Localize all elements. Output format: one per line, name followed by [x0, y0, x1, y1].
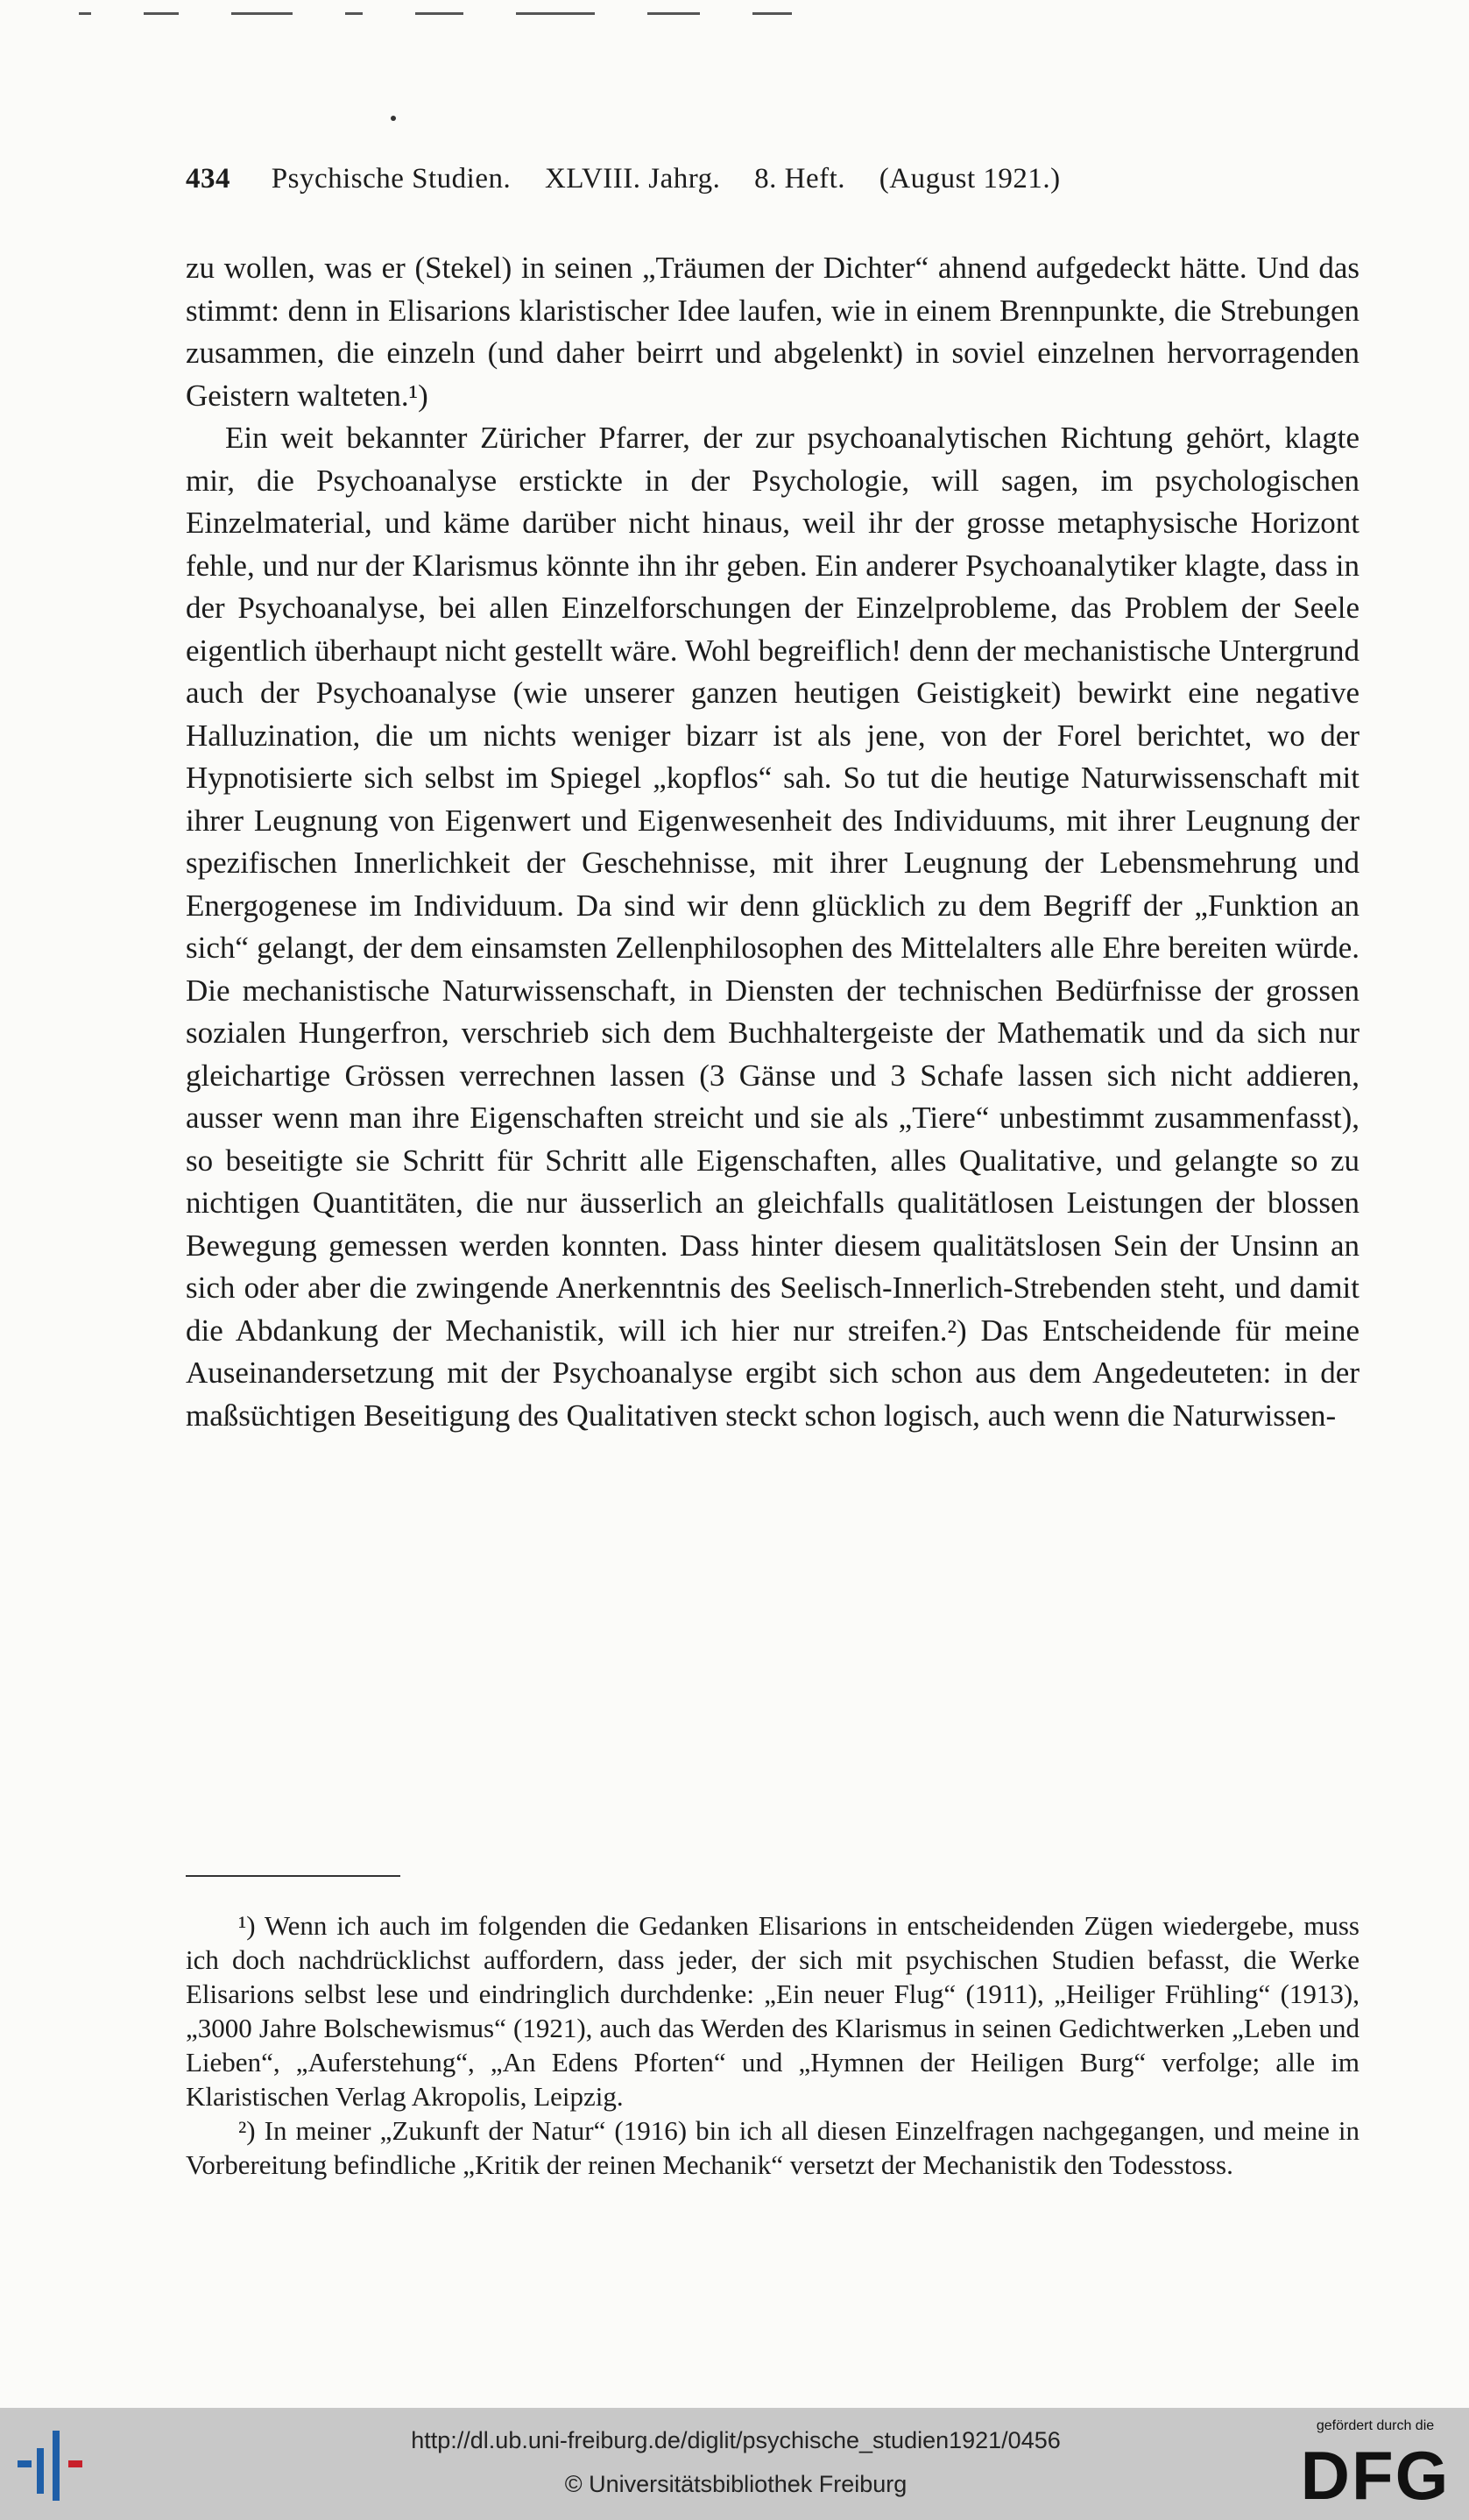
footnote: ²) In meiner „Zukunft der Natur“ (1916) bin ich all diesen Einzelfragen nachgegangen, und meine in Vorbereitung befindliche „Kritik der reinen Mechanik“ versetzt der Mechanistik den Todesstoss. [186, 2115, 1360, 2180]
footnote: ¹) Wenn ich auch im folgenden die Gedanken Elisarions in entscheidenden Zügen wiedergebe, muss ich doch nachdrücklichst auffordern, dass jeder, der sich mit psychischen Studien befasst, die Werke Elisarions selbst lese und eindringlich durchdenke: „Ein neuer Flug“ (1911), „Heiliger Frühling“ (1913), „3000 Jahre Bolschewismus“ (1921), auch das Werden des Klarismus in seinen Gedichtwerken „Leben und Lieben“, „Auferstehung“, „An Edens Pforten“ und „Hymnen der Heiligen Burg“ verfolge; alle im Klaristischen Verlag Akropolis, Leipzig. [186, 1910, 1360, 2112]
viewer-footer [0, 2408, 1469, 2520]
funding-caption: gefördert durch die [1316, 2418, 1435, 2433]
page-number: 434 [186, 163, 230, 195]
bleed-through-marks [79, 5, 1358, 18]
copyright-notice: © Universitätsbibliothek Freiburg [564, 2471, 908, 2497]
volume: XLVIII. Jahrg. [544, 163, 721, 195]
paragraph: zu wollen, was er (Stekel) in seinen „Träumen der Dichter“ ahnend aufgedeckt hätte. Und das stimmt: denn in Elisarions klaristischer Idee laufen, wie in einem Brennpunkte, die Strebungen zusammen, die einzeln (und daher beirrt und abgelenkt) in soviel einzelnen hervorragenden Geistern walteten.¹) [186, 251, 1360, 413]
body-text [186, 247, 1360, 1437]
issue-date: (August 1921.) [879, 163, 1061, 195]
ink-speck [391, 116, 396, 121]
dfg-logo[interactable]: DFG [1300, 2437, 1451, 2514]
document-url[interactable]: http://dl.ub.uni-freiburg.de/diglit/psychische_studien1921/0456 [411, 2427, 1061, 2453]
journal-title: Psychische Studien. [271, 163, 512, 195]
footnote-rule [186, 1875, 400, 1877]
issue: 8. Heft. [754, 163, 846, 195]
paragraph: Ein weit bekannter Züricher Pfarrer, der zur psychoanalytischen Richtung gehört, klagte mir, die Psychoanalyse erstickte in der Psychologie, will sagen, im psychologischen Einzelmaterial, und käme darüber nicht hinaus, weil ihr der grosse metaphysische Horizont fehle, und nur der Klarismus könnte ihn ihr geben. Ein anderer Psychoanalytiker klagte, dass in der Psychoanalyse, bei allen Einzelforschungen der Einzelprobleme, das Problem der Seele eigentlich überhaupt nicht gestellt wäre. Wohl begreiflich! denn der mechanistische Untergrund auch der Psychoanalyse (wie unserer ganzen heutigen Geistigkeit) bewirkt eine negative Halluzination, die um nichts weniger bizarr ist als jene, von der Forel berichtet, wo der Hypnotisierte sich selbst im Spiegel „kopflos“ sah. So tut die heutige Naturwissenschaft mit ihrer Leugnung von Eigenwert und Eigenwesenheit des Individuums, mit ihrer Leugnung der spezifischen Innerlichkeit der Geschehnisse, mit ihrer Leugnung der Lebensmehrung und Energogenese im Individuum. Da sind wir denn glücklich zu dem Begriff der „Funktion an sich“ gelangt, der dem einsamsten Zellenphilosophen des Mittelalters alle Ehre bereiten würde. Die mechanistische Naturwissenschaft, in Diensten der technischen Bedürfnisse der grossen sozialen Hungerfron, verschrieb sich dem Buchhaltergeiste der Mathematik und da sich nur gleichartige Grössen verrechnen lassen (3 Gänse und 3 Schafe lassen sich nicht addieren, ausser wenn man ihre Eigenschaften streicht und sie als „Tiere“ unbestimmt zusammenfasst), so beseitigte sie Schritt für Schritt alle Eigenschaften, alles Qualitative, und gelangte so zu nichtigen Quantitäten, die nur äusserlich an gleichfalls qualitätlosen Leistungen der blossen Bewegung gemessen werden konnten. Dass hinter diesem qualitätslosen Sein der Unsinn an sich oder aber die zwingende Anerkenntnis des Seelisch-Innerlich-Strebenden steht, und damit die Abdankung der Mechanistik, will ich hier nur streifen.²) Das Entscheidende für meine Auseinandersetzung mit der Psychoanalyse ergibt sich schon aus dem Angedeuteten: in der maßsüchtigen Beseitigung des Qualitativen steckt schon logisch, auch wenn die Naturwissen- [186, 421, 1360, 1433]
library-logo-icon [18, 2422, 88, 2506]
footnotes [186, 1908, 1360, 2182]
running-header [186, 163, 1360, 195]
